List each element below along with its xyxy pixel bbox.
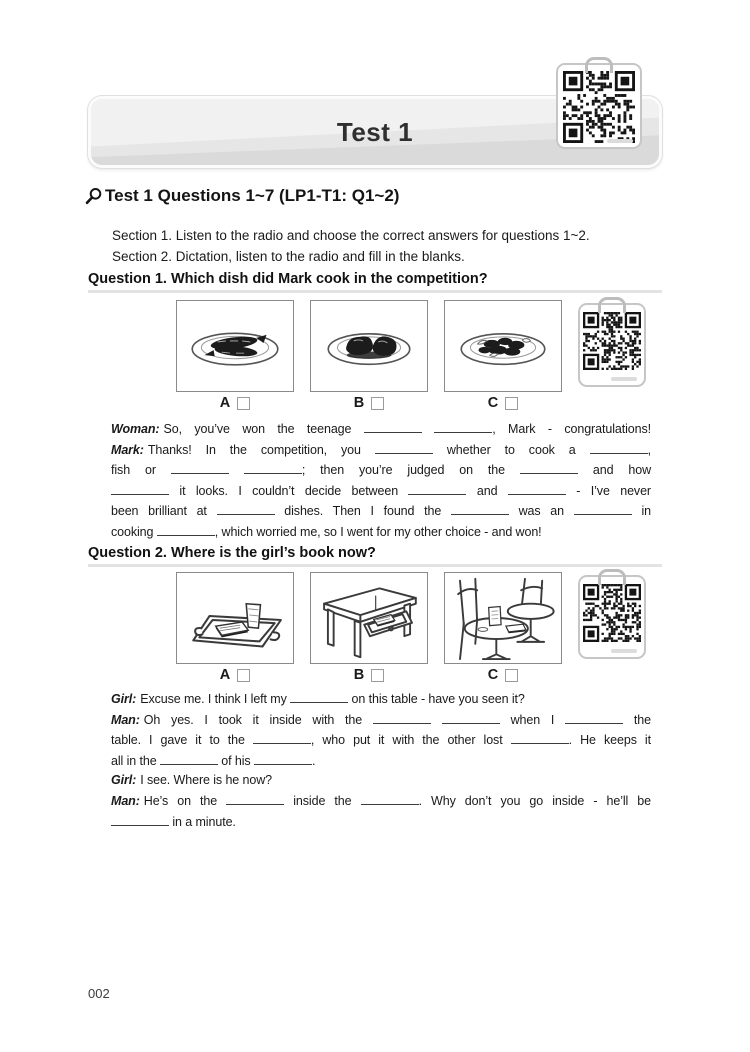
- test-title: Test 1: [336, 116, 414, 147]
- fill-blank: [520, 460, 578, 474]
- question1-dialogue: [111, 419, 651, 543]
- fill-blank: [508, 481, 566, 495]
- option-c: [444, 395, 562, 411]
- dialogue-line: Man: Oh yes. I took it inside with the when I the: [111, 710, 651, 731]
- speaker-label: Mark:: [111, 442, 144, 457]
- dialogue-line: cooking , which worried me, so I went for my other choice - and won!: [111, 522, 651, 543]
- question1-options: [176, 395, 562, 411]
- dialogue-line: in a minute.: [111, 812, 651, 833]
- fill-blank: [217, 501, 275, 515]
- fill-blank: [442, 710, 500, 724]
- option-letter: A: [219, 395, 231, 411]
- option-b: [310, 395, 428, 411]
- dialogue-line: it looks. I couldn’t decide between and - I’ve never: [111, 481, 651, 502]
- dialogue-line: Girl: Excuse me. I think I left my on this table - have you seen it?: [111, 689, 651, 710]
- option-letter: B: [353, 667, 365, 683]
- section-instructions: [112, 225, 590, 267]
- speaker-label: Woman:: [111, 422, 160, 436]
- fill-blank: [111, 812, 169, 826]
- option-b-checkbox[interactable]: [371, 397, 384, 410]
- fill-blank: [451, 501, 509, 515]
- dialogue-line: all in the of his .: [111, 751, 651, 772]
- fill-blank: [511, 730, 569, 744]
- option-letter: C: [487, 395, 499, 411]
- magnifier-icon: [84, 187, 103, 206]
- dialogue-line: Girl: I see. Where is he now?: [111, 773, 272, 788]
- option-c-checkbox[interactable]: [505, 669, 518, 682]
- fill-blank: [373, 710, 431, 724]
- dialogue-line: Man: He’s on the inside the . Why don’t you go inside - he’ll be: [111, 791, 651, 812]
- option-letter: C: [487, 667, 499, 683]
- question1-title: Question 1. Which dish did Mark cook in the competition?: [88, 271, 662, 293]
- fill-blank: [361, 791, 419, 805]
- dialogue-line: fish or ; then you’re judged on the and how: [111, 460, 651, 481]
- dialogue-line: Mark: Thanks! In the competition, you whether to cook a ,: [111, 440, 651, 461]
- fill-blank: [111, 481, 169, 495]
- option-a: [176, 667, 294, 683]
- fill-blank: [226, 791, 284, 805]
- fill-blank: [254, 751, 312, 765]
- option-a-checkbox[interactable]: [237, 669, 250, 682]
- dialogue-line: table. I gave it to the , who put it with the other lost . He keeps it: [111, 730, 651, 751]
- option-b: [310, 667, 428, 683]
- speaker-label: Man:: [111, 712, 140, 727]
- option-a: [176, 395, 294, 411]
- fill-blank: [375, 440, 433, 454]
- fill-blank: [434, 419, 492, 433]
- speaker-label: Girl:: [111, 773, 137, 788]
- fish-dish-image: [176, 300, 294, 392]
- dialogue-line: Woman: So, you’ve won the teenage , Mark - congratulations!: [111, 419, 651, 440]
- instruction-line: Section 1. Listen to the radio and choose the correct answers for questions 1~2.: [112, 228, 590, 243]
- fill-blank: [565, 710, 623, 724]
- header-qr-code: [556, 63, 642, 149]
- question1-qr-code: [578, 303, 646, 387]
- speaker-label: Man:: [111, 793, 140, 808]
- dialogue-line: been brilliant at dishes. Then I found the was an in: [111, 501, 651, 522]
- section-heading: [84, 186, 399, 206]
- qr-pattern: [563, 71, 635, 143]
- speaker-label: Girl:: [111, 692, 137, 706]
- fill-blank: [574, 501, 632, 515]
- question2-qr-code: [578, 575, 646, 659]
- fill-blank: [160, 751, 218, 765]
- table-with-drawer-image: [310, 572, 428, 664]
- qr-pattern: [583, 312, 641, 370]
- option-a-checkbox[interactable]: [237, 397, 250, 410]
- section-heading-label: Test 1 Questions 1~7 (LP1-T1: Q1~2): [105, 186, 400, 205]
- fill-blank: [590, 440, 648, 454]
- fill-blank: [157, 522, 215, 536]
- option-b-checkbox[interactable]: [371, 669, 384, 682]
- question2-title: Question 2. Where is the girl’s book now?: [88, 545, 662, 567]
- option-letter: A: [219, 667, 231, 683]
- fill-blank: [244, 460, 302, 474]
- option-c: [444, 667, 562, 683]
- question1-figures: [176, 300, 562, 392]
- instruction-line: Section 2. Dictation, listen to the radio and fill in the blanks.: [112, 249, 465, 264]
- option-letter: B: [353, 395, 365, 411]
- tray-with-book-image: [176, 572, 294, 664]
- option-c-checkbox[interactable]: [505, 397, 518, 410]
- fill-blank: [364, 419, 422, 433]
- question2-options: [176, 667, 562, 683]
- steak-dish-image: [310, 300, 428, 392]
- fill-blank: [253, 730, 311, 744]
- question2-figures: [176, 572, 562, 664]
- fill-blank: [171, 460, 229, 474]
- cafe-tables-image: [444, 572, 562, 664]
- question2-dialogue: [111, 689, 651, 832]
- fill-blank: [290, 689, 348, 703]
- fill-blank: [408, 481, 466, 495]
- page-number: 002: [88, 986, 110, 1001]
- mixed-dish-image: [444, 300, 562, 392]
- qr-pattern: [583, 584, 641, 642]
